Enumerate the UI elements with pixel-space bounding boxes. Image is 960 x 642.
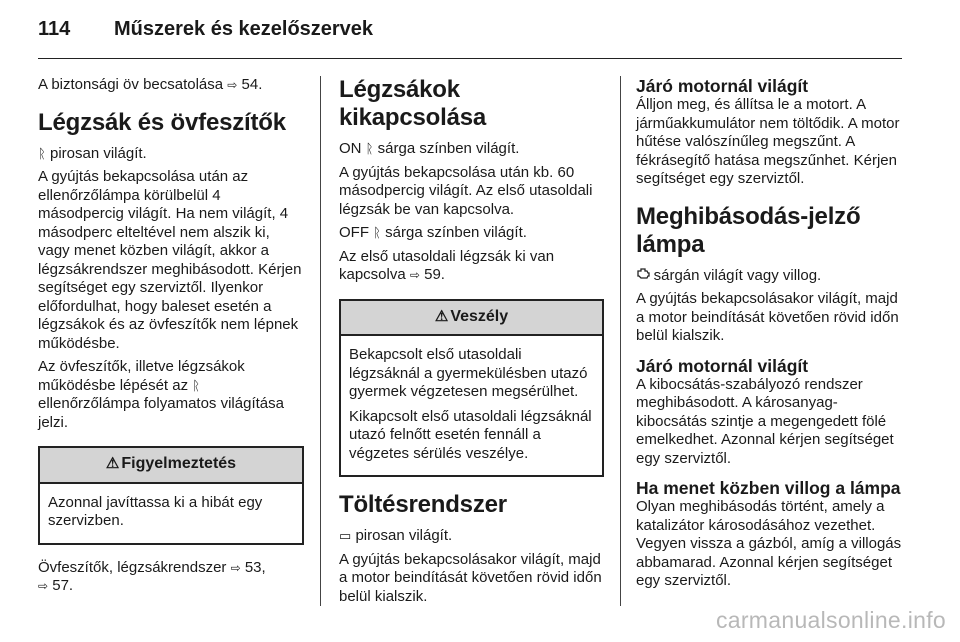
page-ref-link[interactable]: 57. — [52, 577, 74, 594]
section-heading-airbag: Légzsák és övfeszítők — [38, 108, 286, 136]
page-ref-link[interactable]: 54. — [241, 76, 263, 93]
airbag-off-status: OFF ᚱ sárga színben világít. — [339, 224, 527, 241]
header-divider — [38, 58, 902, 59]
column-1 — [38, 76, 304, 601]
engine-icon — [636, 268, 654, 283]
airbag-on-paragraph: A gyújtás bekapcsolása után kb. 60 másodpercig világít. Az első utasoldali légzsák be van kapcsolva. — [339, 163, 593, 218]
airbag-status-line: ᚱ pirosan világít. — [38, 144, 147, 162]
airbag-icon: ᚱ — [38, 145, 46, 161]
danger-box-header: ⚠ Veszély — [341, 301, 602, 337]
page-ref-arrow-icon: ⇨ — [230, 560, 241, 575]
danger-box-body: Bekapcsolt első utasoldali légzsáknál a gyermekülésben utazó gyermek végzetesen megsérülhet. Kikapcsolt első utasoldali légzsáknál utazó felnőtt esetén fennáll a végzetes sérülés veszélye. — [349, 346, 592, 462]
mil-status-line: sárgán világít vagy villog. — [636, 267, 904, 286]
column-divider-2 — [620, 76, 621, 606]
page-ref-link[interactable]: 53, — [244, 558, 266, 576]
engine-running-paragraph-2: A kibocsátás-szabályozó rendszer meghibásodott. A károsanyag-kibocsátás szintje a megengedett fölé emelkedhet. Azonnal kérjen segítséget egy szerviztől. — [636, 375, 894, 467]
airbag-on-status: ON ᚱ sárga színben világít. — [339, 140, 520, 157]
mil-paragraph: A gyújtás bekapcsolásakor világít, majd a motor beindítását követően rövid időn belül kialszik. — [636, 290, 899, 344]
watermark: carmanualsonline.info — [715, 607, 946, 633]
section-heading-airbag-off: Légzsákok kikapcsolása — [339, 76, 487, 131]
airbag-off-paragraph: Az első utasoldali légzsák ki van kapcsolva ⇨ 59. — [339, 247, 555, 283]
warning-triangle-icon: ⚠ — [105, 455, 120, 472]
page-ref-arrow-icon: ⇨ — [38, 579, 49, 593]
warning-box-body: Azonnal javíttassa ki a hibát egy szervizben. — [48, 493, 263, 529]
blinking-paragraph: Olyan meghibásodás történt, amely a katalizátor károsodásához vezethet. Vegyen vissza a gázból, amíg a villogás abbamarad. Azonnal kérjen segítséget egy szerviztől. — [636, 498, 902, 589]
page-ref-link[interactable]: 59. — [424, 266, 445, 283]
battery-icon: ▭ — [339, 528, 352, 543]
warning-triangle-icon: ⚠ — [434, 307, 449, 325]
warning-box-header: ⚠ Figyelmeztetés — [40, 448, 302, 484]
section-heading-charging: Töltésrendszer — [339, 491, 507, 518]
warning-box — [38, 446, 304, 545]
page-ref-arrow-icon: ⇨ — [409, 268, 420, 282]
column-2 — [339, 76, 604, 611]
page-ref-arrow-icon: ⇨ — [227, 78, 238, 92]
seatbelt-paragraph: A biztonsági öv becsatolása ⇨ 54. — [38, 76, 263, 93]
column-3 — [636, 76, 904, 596]
engine-running-paragraph-1: Álljon meg, és állítsa le a motort. A járműakkumulátor nem töltődik. A motor hűtése valószínűleg megszűnt. A fékrásegítő hatása megszűnhet. Kérjen segítséget egy szerviztől. — [636, 96, 900, 187]
charging-paragraph: A gyújtás bekapcsolásakor világít, majd a motor beindítását követően rövid időn belül kialszik. — [339, 550, 602, 605]
page-title: Műszerek és kezelőszervek — [114, 18, 374, 40]
passenger-airbag-off-icon: ᚱ — [373, 225, 381, 240]
cross-reference-paragraph: Övfeszítők, légzsákrendszer ⇨ 53, ⇨ 57. — [38, 558, 266, 594]
page-header — [38, 18, 373, 41]
airbag-deploy-paragraph: Az övfeszítők, illetve légzsákok működésbe lépését az ᚱ ellenőrzőlámpa folyamatos világítása jelzi. — [38, 358, 284, 431]
subheading-engine-running-1: Járó motornál világít — [636, 76, 809, 96]
airbag-paragraph: A gyújtás bekapcsolása után az ellenőrzőlámpa körülbelül 4 másodpercig világít. Ha nem világít, 4 másodperc elteltével nem alszik ki, vagy menet közben világít, akkor a légzsákrendszer meghibásodott. Kérjen segítséget egy szerviztől. Ilyenkor előfordulhat, hogy baleset esetén a légzsákok és az övfeszítők nem lépnek működésbe. — [38, 168, 302, 352]
section-heading-mil: Meghibásodás-jelző lámpa — [636, 202, 861, 258]
subheading-blinking: Ha menet közben villog a lámpa — [636, 478, 901, 498]
passenger-airbag-on-icon: ᚱ — [365, 141, 374, 156]
danger-box — [339, 299, 604, 478]
column-divider-1 — [320, 76, 321, 606]
charging-status-line: ▭ pirosan világít. — [339, 527, 453, 544]
subheading-engine-running-2: Járó motornál világít — [636, 355, 809, 376]
page-number: 114 — [38, 18, 71, 40]
airbag-icon: ᚱ — [192, 377, 201, 393]
